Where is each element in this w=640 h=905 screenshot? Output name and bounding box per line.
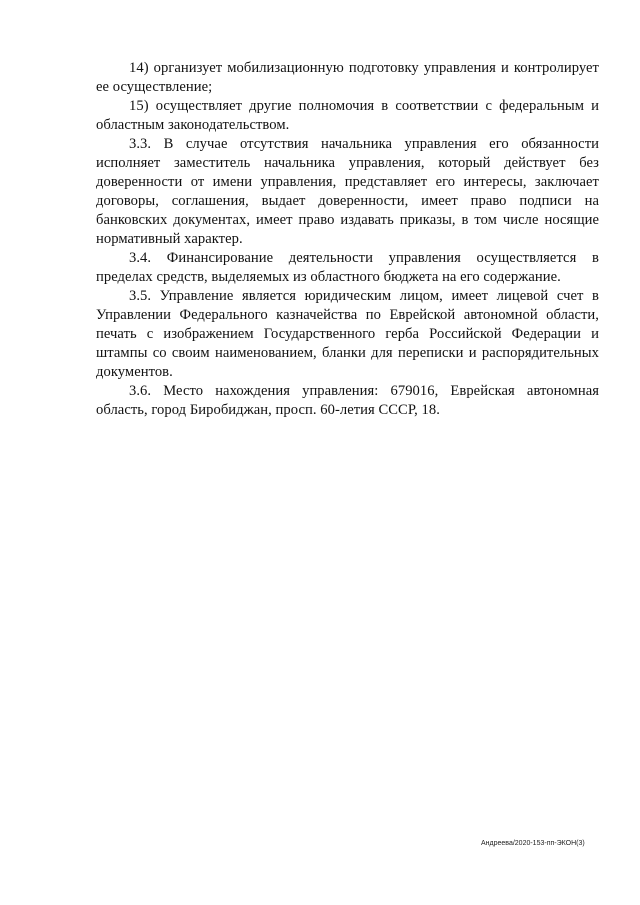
paragraph-3-5: 3.5. Управление является юридическим лицом, имеет лицевой счет в Управлении Федерального казначейства по Еврейской автономной области, печать с изображением Государственного герба Российской Федерации и штампы со своим наименованием, бланки для переписки и распорядительных документов. xyxy=(96,288,599,380)
paragraph-3-4: 3.4. Финансирование деятельности управления осуществляется в пределах средств, выделяемых из областного бюджета на его содержание. xyxy=(96,250,599,285)
paragraph-3-6: 3.6. Место нахождения управления: 679016, Еврейская автономная область, город Биробиджан, просп. 60-летия СССР, 18. xyxy=(96,383,599,418)
document-page xyxy=(96,59,599,420)
paragraph-item-14: 14) организует мобилизационную подготовку управления и контролирует ее осуществление; xyxy=(96,60,599,95)
document-footer-reference: Андреева/2020-153-пп-ЭКОН(3) xyxy=(481,840,585,847)
paragraph-3-3: 3.3. В случае отсутствия начальника управления его обязанности исполняет заместитель начальника управления, который действует без доверенности от имени управления, представляет его интересы, заключает договоры, соглашения, выдает доверенности, имеет право подписи на банковских документах, имеет право издавать приказы, в том числе носящие нормативный характер. xyxy=(96,136,599,247)
paragraph-item-15: 15) осуществляет другие полномочия в соответствии с федеральным и областным законодательством. xyxy=(96,98,599,133)
